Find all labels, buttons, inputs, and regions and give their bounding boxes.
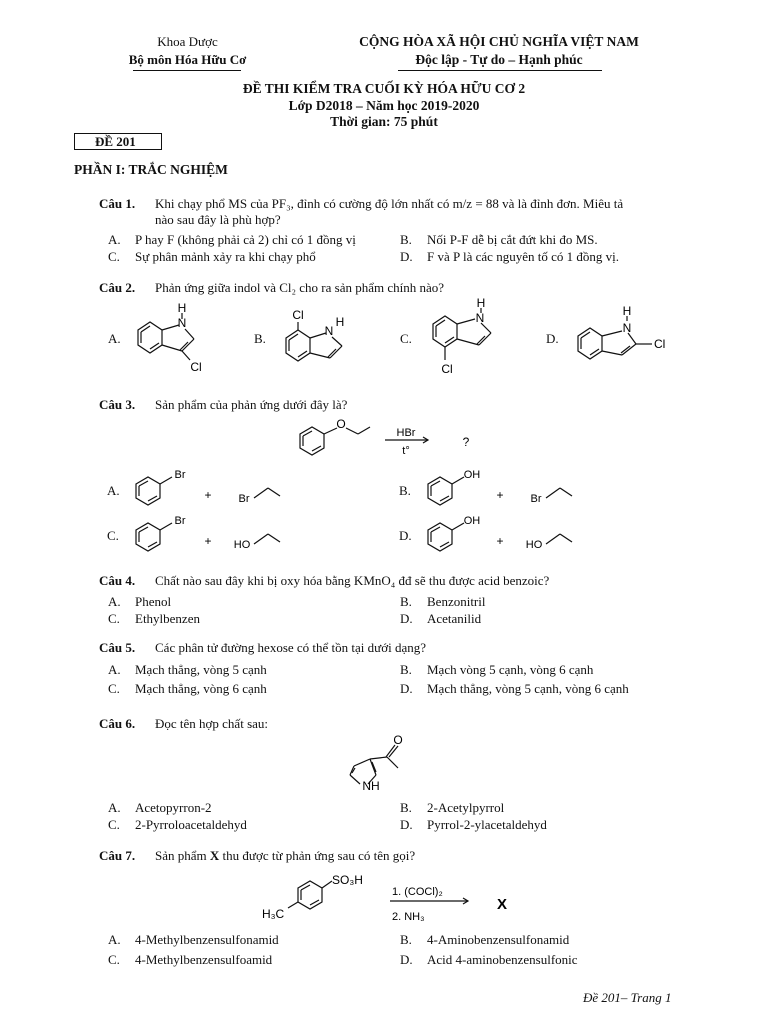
option-letter: D.: [400, 249, 413, 264]
q3-option-b-structure: [420, 464, 580, 509]
question-text-part: Sản phẩm: [155, 848, 210, 863]
atom-label: OH: [463, 515, 481, 527]
q6-option-c[interactable]: [108, 817, 247, 833]
atom-label: N: [177, 316, 187, 330]
q3-option-d-structure: [420, 510, 580, 555]
q3-option-a-structure: [128, 464, 288, 509]
q1-option-c[interactable]: [108, 249, 316, 265]
atom-label: Br: [174, 515, 186, 527]
atom-label: Br: [238, 493, 250, 505]
q1-option-d[interactable]: [400, 249, 619, 265]
atom-label: OH: [463, 469, 481, 481]
q2-option-a-letter[interactable]: A.: [108, 331, 121, 346]
option-letter: D.: [400, 817, 413, 832]
question-text-bold: X: [209, 848, 220, 863]
atom-label: H: [622, 304, 632, 318]
page-footer: Đề 201– Trang 1: [583, 990, 672, 1005]
q4-option-c[interactable]: [108, 611, 200, 627]
option-letter: A.: [108, 662, 121, 677]
option-letter: A.: [108, 800, 121, 815]
option-text: F và P là các nguyên tố có 1 đồng vị.: [427, 249, 619, 264]
question-text: Đọc tên hợp chất sau:: [155, 716, 269, 731]
option-text: Pyrrol-2-ylacetaldehyd: [427, 817, 547, 832]
country-name: CỘNG HÒA XÃ HỘI CHỦ NGHĨA VIỆT NAM: [359, 34, 639, 49]
option-letter: A.: [108, 932, 121, 947]
option-text: 4-Methylbenzensulfoamid: [135, 952, 273, 967]
header-right-underline: [398, 70, 602, 71]
question-7: [99, 848, 699, 864]
question-number: Câu 7.: [99, 848, 136, 863]
q5-option-b[interactable]: [400, 662, 593, 678]
header-left: [100, 33, 275, 69]
q2-option-b-letter[interactable]: B.: [254, 331, 266, 346]
option-letter: B.: [400, 800, 412, 815]
option-text: 2-Acetylpyrrol: [427, 800, 505, 815]
option-text: Acetanilid: [427, 611, 482, 626]
option-text: Mạch thẳng, vòng 5 cạnh, vòng 6 cạnh: [427, 681, 629, 696]
unknown-product: ?: [462, 435, 470, 449]
condition-label: t°: [402, 445, 410, 457]
q1-option-a[interactable]: [108, 232, 356, 248]
option-text: Nối P-F dễ bị cắt đứt khi đo MS.: [427, 232, 598, 247]
plus-sign: +: [204, 488, 212, 502]
option-letter: B.: [400, 932, 412, 947]
question-1: [99, 196, 699, 228]
exam-code-box: [74, 133, 162, 150]
option-letter: B.: [400, 594, 412, 609]
atom-label: Cl: [441, 362, 453, 376]
question-text: Các phân tử đường hexose có thể tồn tại dưới dạng?: [155, 640, 426, 655]
exam-title: ĐỀ THI KIỂM TRA CUỐI KỲ HÓA HỮU CƠ 2: [242, 81, 526, 96]
reagent-label: 2. NH₃: [392, 911, 425, 923]
option-letter: A.: [108, 232, 121, 247]
question-text-line: nào sau đây là phù hợp?: [155, 212, 281, 227]
option-letter: C.: [108, 952, 120, 967]
option-text: Mạch thẳng, vòng 6 cạnh: [135, 681, 267, 696]
atom-label: N: [622, 321, 632, 335]
question-text-line: Khi chạy phổ MS của PF₃, đỉnh có cường độ lớn nhất có m/z = 88 và là đỉnh đơn. Miêu tả: [155, 196, 624, 211]
group-label: SO₃H: [332, 873, 363, 887]
q2-option-c-structure: [425, 296, 505, 378]
q5-option-a[interactable]: [108, 662, 267, 678]
q3-option-b-letter[interactable]: B.: [399, 483, 411, 498]
plus-sign: +: [204, 534, 212, 548]
option-letter: B.: [400, 232, 412, 247]
question-text: Chất nào sau đây khi bị oxy hóa bằng KMnO₄ đđ sẽ thu được acid benzoic?: [155, 573, 550, 588]
question-text: Sản phẩm của phản ứng dưới đây là?: [155, 397, 348, 412]
option-text: 2-Pyrroloacetaldehyd: [135, 817, 247, 832]
q3-option-c-letter[interactable]: C.: [107, 528, 119, 543]
q6-option-b[interactable]: [400, 800, 504, 816]
question-text-part: thu được từ phản ứng sau có tên gọi?: [219, 848, 416, 863]
atom-label: Cl: [190, 360, 202, 374]
q5-option-d[interactable]: [400, 681, 629, 697]
option-text: Ethylbenzen: [135, 611, 200, 626]
header-right: [338, 33, 660, 69]
part-title: PHẦN I: TRẮC NGHIỆM: [74, 162, 228, 177]
atom-label: Br: [530, 493, 542, 505]
question-5: [99, 640, 699, 656]
option-text: Sự phân mảnh xảy ra khi chạy phổ: [135, 249, 316, 264]
option-letter: C.: [108, 817, 120, 832]
question-text: [155, 848, 699, 864]
option-text: Phenol: [135, 594, 172, 609]
faculty-name: Khoa Dược: [157, 34, 218, 49]
atom-label: H: [335, 315, 345, 329]
option-letter: D.: [400, 681, 413, 696]
question-number: Câu 4.: [99, 573, 136, 588]
q7-option-a[interactable]: [108, 932, 279, 948]
q6-option-a[interactable]: [108, 800, 212, 816]
q3-option-d-letter[interactable]: D.: [399, 528, 412, 543]
question-2: [99, 280, 699, 296]
q2-option-d-structure: [572, 304, 672, 368]
q4-option-a[interactable]: [108, 594, 171, 610]
q6-structure: [340, 735, 430, 797]
option-text: Acetopyrron-2: [135, 800, 212, 815]
plus-sign: +: [496, 488, 504, 502]
option-text: Mạch vòng 5 cạnh, vòng 6 cạnh: [427, 662, 594, 677]
option-letter: C.: [108, 681, 120, 696]
q2-option-a-structure: [130, 302, 215, 377]
atom-label: NH: [362, 779, 380, 793]
atom-label: Cl: [654, 337, 666, 351]
q7-option-c[interactable]: [108, 952, 272, 968]
q2-option-d-letter[interactable]: D.: [546, 331, 559, 346]
option-letter: C.: [108, 249, 120, 264]
atom-label: HO: [233, 539, 251, 551]
q2-option-b-structure: [278, 306, 358, 376]
q3-reaction-scheme: [290, 417, 490, 467]
option-text: 4-Methylbenzensulfonamid: [135, 932, 279, 947]
question-6: [99, 716, 699, 732]
department-name: Bộ môn Hóa Hữu Cơ: [128, 52, 247, 67]
reagent-label: 1. (COCl)₂: [392, 886, 443, 898]
question-number: Câu 2.: [99, 280, 136, 295]
q1-option-b[interactable]: [400, 232, 598, 248]
question-text: [155, 196, 699, 228]
question-number: Câu 3.: [99, 397, 136, 412]
product-label: X: [496, 896, 508, 913]
option-letter: B.: [400, 662, 412, 677]
exam-class-year: Lớp D2018 – Năm học 2019-2020: [288, 97, 480, 113]
option-text: Acid 4-aminobenzensulfonic: [427, 952, 578, 967]
option-text: Benzonitril: [427, 594, 486, 609]
atom-label: N: [324, 324, 334, 338]
q7-option-b[interactable]: [400, 932, 569, 948]
q4-option-b[interactable]: [400, 594, 486, 610]
option-letter: A.: [108, 594, 121, 609]
header-left-underline: [133, 70, 241, 71]
atom-label: Br: [174, 469, 186, 481]
option-letter: C.: [108, 611, 120, 626]
question-number: Câu 6.: [99, 716, 136, 731]
q3-option-c-structure: [128, 510, 288, 555]
question-3: [99, 397, 699, 413]
q5-option-c[interactable]: [108, 681, 267, 697]
atom-label: O: [393, 733, 403, 747]
atom-label: H: [177, 301, 187, 315]
plus-sign: +: [496, 534, 504, 548]
atom-label: HO: [525, 539, 543, 551]
atom-label: N: [475, 311, 485, 325]
atom-label: Cl: [292, 308, 304, 322]
atom-label: H: [476, 296, 486, 310]
exam-time: Thời gian: 75 phút: [330, 114, 438, 129]
q7-option-d[interactable]: [400, 952, 578, 968]
q4-option-d[interactable]: [400, 611, 481, 627]
option-text: Mạch thẳng, vòng 5 cạnh: [135, 662, 267, 677]
q3-option-a-letter[interactable]: A.: [107, 483, 120, 498]
reagent-label: HBr: [396, 427, 416, 439]
q6-option-d[interactable]: [400, 817, 547, 833]
q7-reaction-scheme: [258, 868, 518, 930]
question-text: Phản ứng giữa indol và Cl₂ cho ra sản phẩm chính nào?: [155, 280, 445, 295]
group-label: H₃C: [262, 907, 285, 921]
exam-code: ĐỀ 201: [95, 134, 136, 149]
exam-title-block: [0, 81, 768, 131]
option-letter: D.: [400, 952, 413, 967]
atom-label: O: [336, 417, 346, 431]
option-text: 4-Aminobenzensulfonamid: [427, 932, 570, 947]
question-number: Câu 5.: [99, 640, 136, 655]
question-4: [99, 573, 699, 589]
motto: Độc lập - Tự do – Hạnh phúc: [415, 52, 583, 67]
option-letter: D.: [400, 611, 413, 626]
option-text: P hay F (không phải cả 2) chỉ có 1 đồng vị: [135, 232, 356, 247]
question-number: Câu 1.: [99, 196, 136, 211]
q2-option-c-letter[interactable]: C.: [400, 331, 412, 346]
